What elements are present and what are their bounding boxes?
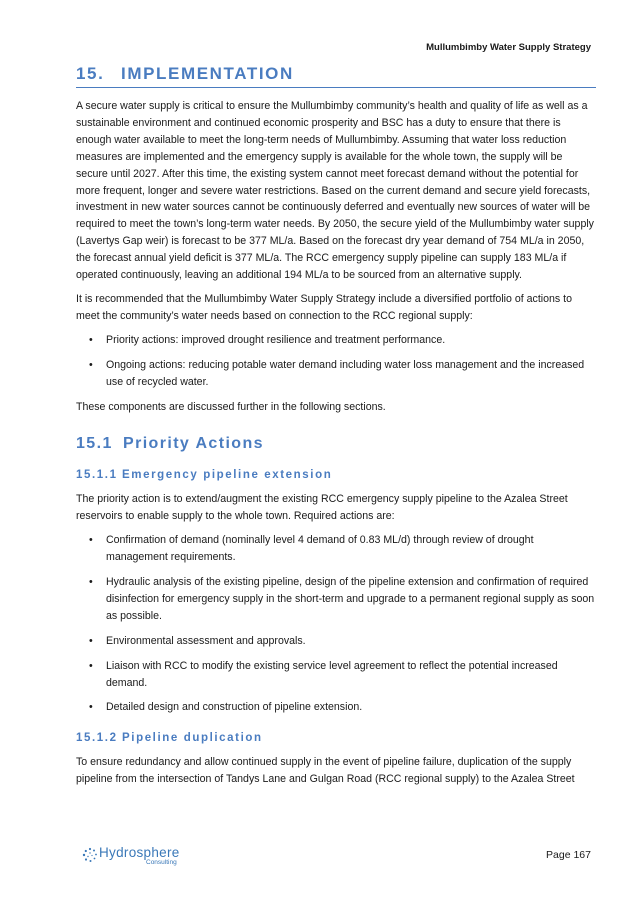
list-item-text: Ongoing actions: reducing potable water demand including water loss management and the increased use of recycled water. [106,358,585,388]
list-item [76,357,596,391]
subsection-heading [76,732,596,744]
list-item [76,658,596,692]
list-item [76,574,596,625]
list-item-text: Priority actions: improved drought resilience and treatment performance. [106,333,446,346]
bullet-list [76,332,596,391]
list-item-text: Hydraulic analysis of the existing pipeline, design of the pipeline extension and confirmation of required disinfection for emergency supply in the short-term and upgrade to a permanent regional supply as soon as possible. [106,576,595,622]
page-number: Page 167 [546,849,591,861]
bullet-dot-icon: • [89,358,93,371]
running-header: Mullumbimby Water Supply Strategy [426,42,591,53]
section-title: Priority Actions [123,435,264,453]
subsection-number: 15.1.2 [76,732,118,745]
bullet-dot-icon: • [89,333,93,346]
hydrosphere-logo-icon [82,847,98,863]
list-item-text: Confirmation of demand (nominally level 4 demand of 0.83 ML/d) through review of drought management requirements. [106,534,534,564]
paragraph: These components are discussed further in the following sections. [76,400,386,413]
list-item [76,699,596,716]
section-number: 15.1 [76,435,113,453]
bullet-dot-icon: • [89,701,93,714]
list-item [76,633,596,650]
subsection-number: 15.1.1 [76,469,118,482]
section-heading [76,435,596,453]
paragraph: The priority action is to extend/augment the existing RCC emergency supply pipeline to the Azalea Street reservoirs to enable supply to the whole town. Required actions are: [76,493,568,523]
list-item-text: Environmental assessment and approvals. [106,634,306,647]
bullet-dot-icon: • [89,659,93,672]
chapter-heading [76,64,596,88]
bullet-dot-icon: • [89,634,93,647]
chapter-title: IMPLEMENTATION [121,64,294,83]
subsection-title: Emergency pipeline extension [122,469,333,482]
paragraph: It is recommended that the Mullumbimby Water Supply Strategy include a diversified portfolio of actions to meet the community’s water needs based on connection to the RCC regional supply: [76,292,572,322]
paragraph: A secure water supply is critical to ensure the Mullumbimby community’s health and quality of life as well as a sustainable environment and continued economic prosperity and BSC has a duty to ensure that there is enough water available to meet the long-term needs of Mullumbimby. Assuming that water loss reduction measures are implemented and the emergency supply is available for the whole town, the supply will be secure until 2027. After this time, the existing system cannot meet forecast demand without the potential for more frequent, longer and severe water restrictions. Based on the current demand and secure yield forecasts, investment in new water sources cannot be continuously deferred and eventually new sources of water will be required to meet the town’s long-term water needs. By 2050, the secure yield of the Mullumbimby water supply (Lavertys Gap weir) is forecast to be 377 ML/a. Based on the forecast dry year demand of 754 ML/a in 2050, the forecast annual yield deficit is 377 ML/a. The RCC emergency supply pipeline can supply 183 ML/a if operated continuously, leaving an additional 194 ML/a to be sourced from an alternative supply. [76,100,594,282]
bullet-dot-icon: • [89,534,93,547]
subsection-title: Pipeline duplication [122,732,263,745]
list-item [76,332,596,349]
list-item-text: Liaison with RCC to modify the existing service level agreement to reflect the potential increased demand. [106,659,558,689]
logo-subtitle: Consulting [146,859,177,866]
bullet-list [76,532,596,716]
subsection-heading [76,469,596,481]
list-item [76,532,596,566]
list-item-text: Detailed design and construction of pipeline extension. [106,701,363,714]
page-content [76,64,596,795]
paragraph: To ensure redundancy and allow continued supply in the event of pipeline failure, duplication of the supply pipeline from the intersection of Tandys Lane and Gulgan Road (RCC regional supply) to the Azalea Street [76,756,575,786]
bullet-dot-icon: • [89,576,93,589]
logo-name: Hydrosphere [99,845,180,860]
chapter-number: 15. [76,64,105,83]
hydrosphere-logo [82,845,192,869]
